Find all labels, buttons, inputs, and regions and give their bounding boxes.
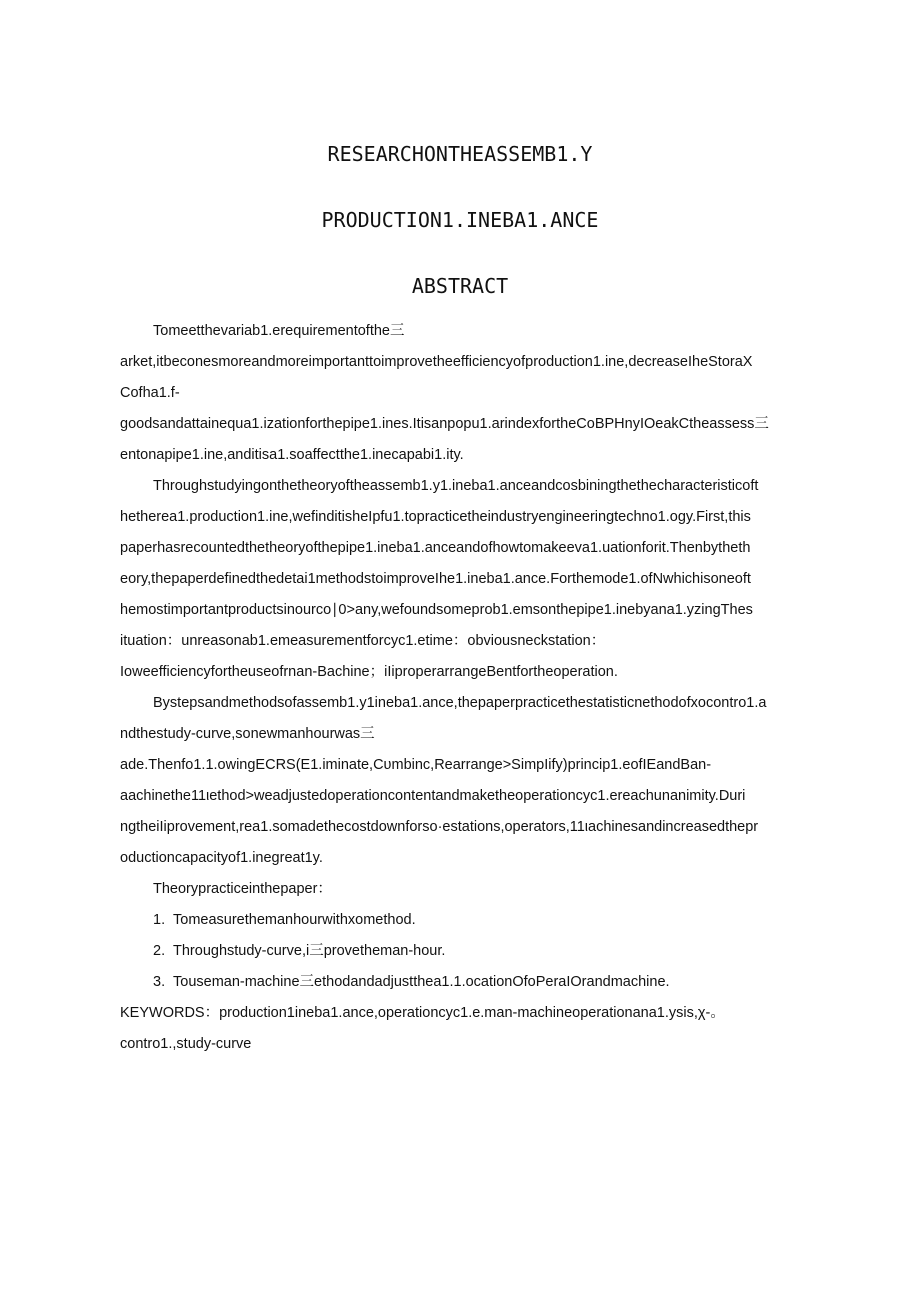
keywords xyxy=(120,998,820,1060)
text-line: ituation：unreasonab1.emeasurementforcyc1.etime：obviousneckstation： xyxy=(120,633,606,649)
keywords-line: KEYWORDS：production1ineba1.ance,operationcyc1.e.man-machineoperationana1.ysis,χ-。 xyxy=(120,1005,725,1021)
paragraph-1 xyxy=(120,316,820,471)
practice-heading: Theorypracticeinthepaper： xyxy=(153,881,332,897)
text-line: Tomeetthevariab1.erequirementofthe三 xyxy=(153,323,405,339)
text-line: Bystepsandmethodsofassemb1.y1ineba1.ance,thepaperpracticethestatisticnethodofxocontro1.a xyxy=(153,695,767,711)
text-line: Ioweefficiencyfortheuseofrnan-Bachine；iIiproperarrangeBentfortheoperation. xyxy=(120,664,618,680)
list-item-number: 1. xyxy=(153,912,166,928)
list-item-number: 3. xyxy=(153,974,166,990)
text-line: paperhasrecountedthetheoryofthepipe1.ineba1.anceandofhowtomakeeva1.uationforit.Thenbytheth xyxy=(120,540,751,556)
text-line: ade.Thenfo1.1.owingECRS(E1.iminate,Cυmbinc,Rearrange>SimpIify)princip1.eofIEandBan- xyxy=(120,757,712,773)
text-line: arket,itbeconesmoreandmoreimportanttoimprovetheefficiencyofproduction1.ine,decreaseIheStoraX xyxy=(120,354,753,370)
list-item-text: Touseman-machine三ethodandadjustthea1.1.ocationOfoPeraIOrandmachine. xyxy=(173,974,670,990)
keywords-line: contro1.,study-curve xyxy=(120,1036,252,1052)
text-line: ngtheiIiprovement,rea1.somadethecostdownforso·estations,operators,11ιachinesandincreasedthepr xyxy=(120,819,759,835)
text-line: Throughstudyingonthetheoryoftheassemb1.y1.ineba1.anceandcosbiningthethecharacteristicoft xyxy=(153,478,759,494)
text-line: aachinethe11ιethod>weadjustedoperationcontentandmaketheoperationcyc1.ereachunanimity.Duri xyxy=(120,788,746,804)
text-line: entonapipe1.ine,anditisa1.soaffectthe1.inecapabi1.ity. xyxy=(120,447,464,463)
list-item xyxy=(120,936,820,967)
paragraph-3 xyxy=(120,688,820,874)
list-item xyxy=(120,967,820,998)
text-line: hemostimportantproductsinourco∣0>any,wefoundsomeprob1.emsonthepipe1.inebyana1.yzingThes xyxy=(120,602,753,618)
practice-list xyxy=(120,905,820,998)
list-item-text: Tomeasurethemanhourwithxomethod. xyxy=(173,912,416,928)
list-item-number: 2. xyxy=(153,943,166,959)
text-line: eory,thepaperdefinedthedetai1methodstoimproveIhe1.ineba1.ance.Forthemode1.ofNwhichisoneoft xyxy=(120,571,751,587)
text-line: ndthestudy-curve,sonewmanhourwas三 xyxy=(120,726,375,742)
abstract-heading: ABSTRACT xyxy=(411,274,509,298)
paragraph-2 xyxy=(120,471,820,688)
text-line: goodsandattainequa1.izationforthepipe1.ines.Itisanpopu1.arindexfortheCoBPHnyIOeakCtheassess三 xyxy=(120,416,769,432)
title-line-2: PRODUCTION1.INEBA1.ANCE xyxy=(321,208,599,232)
title-line-1: RESEARCHONTHEASSEMB1.Y xyxy=(327,142,593,166)
text-line: oductioncapacityof1.inegreat1y. xyxy=(120,850,323,866)
text-line: Cofha1.f- xyxy=(120,385,180,401)
list-item xyxy=(120,905,820,936)
text-line: hetherea1.production1.ine,wefinditisheIpfu1.topracticetheindustryengineeringtechno1.ogy.First,this xyxy=(120,509,751,525)
abstract-body xyxy=(120,316,820,1060)
list-item-text: Throughstudy-curve,i三provetheman-hour. xyxy=(173,943,446,959)
